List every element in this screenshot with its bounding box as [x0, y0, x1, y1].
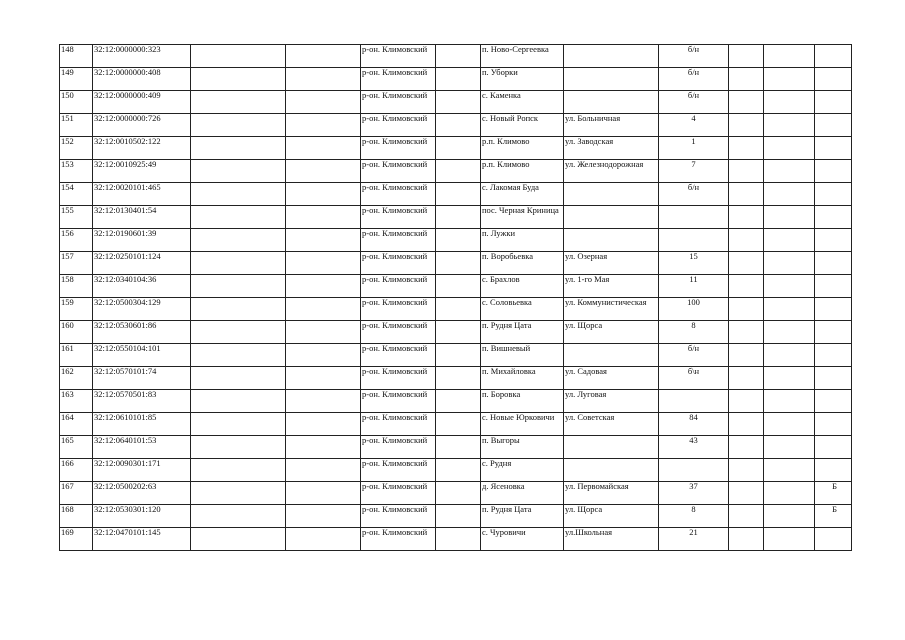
empty-cell [436, 344, 481, 367]
empty-cell [286, 114, 361, 137]
empty-cell [286, 91, 361, 114]
house-number-cell: 4 [659, 114, 729, 137]
street-cell [564, 436, 659, 459]
empty-cell [436, 436, 481, 459]
empty-cell [286, 413, 361, 436]
settlement-cell: с. Соловьевка [481, 298, 564, 321]
house-number-cell: 100 [659, 298, 729, 321]
cadastral-number-cell: 32:12:0250101:124 [93, 252, 191, 275]
house-number-cell: б/н [659, 91, 729, 114]
row-number-cell: 161 [60, 344, 93, 367]
house-number-cell [659, 206, 729, 229]
empty-cell [764, 321, 815, 344]
row-number-cell: 163 [60, 390, 93, 413]
house-number-cell: 11 [659, 275, 729, 298]
table-row [60, 91, 852, 114]
row-number-cell: 162 [60, 367, 93, 390]
table-row [60, 137, 852, 160]
mark-cell [815, 183, 852, 206]
row-number-cell: 157 [60, 252, 93, 275]
row-number-cell: 168 [60, 505, 93, 528]
empty-cell [764, 45, 815, 68]
street-cell: ул. Больничная [564, 114, 659, 137]
settlement-cell: п. Рудня Цата [481, 505, 564, 528]
table-row [60, 505, 852, 528]
empty-cell [729, 436, 764, 459]
house-number-cell: 7 [659, 160, 729, 183]
settlement-cell: пос. Черная Криница [481, 206, 564, 229]
cadastral-number-cell: 32:12:0130401:54 [93, 206, 191, 229]
district-cell: р-он. Климовский [361, 91, 436, 114]
row-number-cell: 158 [60, 275, 93, 298]
district-cell: р-он. Климовский [361, 321, 436, 344]
empty-cell [286, 229, 361, 252]
district-cell: р-он. Климовский [361, 528, 436, 551]
row-number-cell: 167 [60, 482, 93, 505]
empty-cell [436, 321, 481, 344]
cadastral-number-cell: 32:12:0340104:36 [93, 275, 191, 298]
empty-cell [436, 91, 481, 114]
empty-cell [729, 206, 764, 229]
district-cell: р-он. Климовский [361, 413, 436, 436]
house-number-cell: 37 [659, 482, 729, 505]
empty-cell [286, 321, 361, 344]
empty-cell [764, 252, 815, 275]
mark-cell [815, 91, 852, 114]
cadastral-number-cell: 32:12:0000000:408 [93, 68, 191, 91]
cadastral-number-cell: 32:12:0530301:120 [93, 505, 191, 528]
row-number-cell: 166 [60, 459, 93, 482]
empty-cell [436, 459, 481, 482]
cadastral-number-cell: 32:12:0020101:465 [93, 183, 191, 206]
settlement-cell: п. Ново-Сергеевка [481, 45, 564, 68]
empty-cell [729, 367, 764, 390]
settlement-cell: п. Рудня Цата [481, 321, 564, 344]
house-number-cell: 8 [659, 321, 729, 344]
empty-cell [286, 367, 361, 390]
district-cell: р-он. Климовский [361, 160, 436, 183]
mark-cell [815, 436, 852, 459]
row-number-cell: 164 [60, 413, 93, 436]
house-number-cell: б/н [659, 183, 729, 206]
street-cell [564, 206, 659, 229]
empty-cell [286, 436, 361, 459]
empty-cell [191, 390, 286, 413]
cadastral-number-cell: 32:12:0570101:74 [93, 367, 191, 390]
settlement-cell: п. Лужки [481, 229, 564, 252]
empty-cell [286, 505, 361, 528]
empty-cell [436, 206, 481, 229]
mark-cell [815, 459, 852, 482]
empty-cell [764, 505, 815, 528]
empty-cell [191, 505, 286, 528]
empty-cell [764, 114, 815, 137]
house-number-cell: 21 [659, 528, 729, 551]
street-cell [564, 91, 659, 114]
row-number-cell: 169 [60, 528, 93, 551]
empty-cell [286, 252, 361, 275]
empty-cell [191, 482, 286, 505]
street-cell: ул. Щорса [564, 505, 659, 528]
mark-cell [815, 367, 852, 390]
empty-cell [436, 114, 481, 137]
empty-cell [764, 459, 815, 482]
table-row [60, 275, 852, 298]
row-number-cell: 156 [60, 229, 93, 252]
property-register-table [59, 44, 852, 551]
district-cell: р-он. Климовский [361, 183, 436, 206]
mark-cell: Б [815, 505, 852, 528]
table-row [60, 114, 852, 137]
empty-cell [764, 160, 815, 183]
row-number-cell: 153 [60, 160, 93, 183]
empty-cell [436, 252, 481, 275]
settlement-cell: п. Вишневый [481, 344, 564, 367]
empty-cell [191, 413, 286, 436]
empty-cell [191, 459, 286, 482]
empty-cell [729, 183, 764, 206]
settlement-cell: с. Лакомая Буда [481, 183, 564, 206]
mark-cell [815, 321, 852, 344]
empty-cell [191, 137, 286, 160]
empty-cell [191, 298, 286, 321]
cadastral-number-cell: 32:12:0190601:39 [93, 229, 191, 252]
district-cell: р-он. Климовский [361, 390, 436, 413]
street-cell: ул. Заводская [564, 137, 659, 160]
empty-cell [729, 321, 764, 344]
cadastral-number-cell: 32:12:0000000:323 [93, 45, 191, 68]
empty-cell [729, 528, 764, 551]
mark-cell [815, 137, 852, 160]
empty-cell [286, 528, 361, 551]
district-cell: р-он. Климовский [361, 229, 436, 252]
empty-cell [764, 137, 815, 160]
empty-cell [764, 528, 815, 551]
empty-cell [286, 68, 361, 91]
settlement-cell: с. Рудня [481, 459, 564, 482]
empty-cell [191, 160, 286, 183]
empty-cell [191, 114, 286, 137]
empty-cell [436, 137, 481, 160]
empty-cell [191, 91, 286, 114]
empty-cell [764, 413, 815, 436]
street-cell: ул. Луговая [564, 390, 659, 413]
row-number-cell: 150 [60, 91, 93, 114]
district-cell: р-он. Климовский [361, 252, 436, 275]
empty-cell [764, 91, 815, 114]
empty-cell [286, 298, 361, 321]
house-number-cell [659, 390, 729, 413]
empty-cell [764, 344, 815, 367]
empty-cell [729, 505, 764, 528]
empty-cell [286, 482, 361, 505]
row-number-cell: 154 [60, 183, 93, 206]
street-cell [564, 344, 659, 367]
empty-cell [764, 482, 815, 505]
empty-cell [436, 528, 481, 551]
row-number-cell: 148 [60, 45, 93, 68]
house-number-cell: 43 [659, 436, 729, 459]
empty-cell [286, 206, 361, 229]
street-cell: ул. Железнодорожная [564, 160, 659, 183]
empty-cell [764, 229, 815, 252]
house-number-cell: 15 [659, 252, 729, 275]
district-cell: р-он. Климовский [361, 367, 436, 390]
empty-cell [729, 275, 764, 298]
empty-cell [191, 68, 286, 91]
district-cell: р-он. Климовский [361, 459, 436, 482]
district-cell: р-он. Климовский [361, 206, 436, 229]
empty-cell [729, 298, 764, 321]
house-number-cell: 1 [659, 137, 729, 160]
table-row [60, 344, 852, 367]
street-cell: ул. Садовая [564, 367, 659, 390]
district-cell: р-он. Климовский [361, 68, 436, 91]
mark-cell [815, 114, 852, 137]
settlement-cell: п. Воробьевка [481, 252, 564, 275]
empty-cell [729, 91, 764, 114]
district-cell: р-он. Климовский [361, 298, 436, 321]
table-row [60, 68, 852, 91]
empty-cell [764, 275, 815, 298]
mark-cell [815, 275, 852, 298]
street-cell: ул.Школьная [564, 528, 659, 551]
mark-cell [815, 528, 852, 551]
street-cell: ул. Первомайская [564, 482, 659, 505]
mark-cell [815, 45, 852, 68]
district-cell: р-он. Климовский [361, 505, 436, 528]
row-number-cell: 149 [60, 68, 93, 91]
house-number-cell: б/н [659, 68, 729, 91]
cadastral-number-cell: 32:12:0000000:726 [93, 114, 191, 137]
empty-cell [191, 321, 286, 344]
table-row [60, 413, 852, 436]
empty-cell [764, 436, 815, 459]
street-cell [564, 45, 659, 68]
cadastral-number-cell: 32:12:0470101:145 [93, 528, 191, 551]
cadastral-number-cell: 32:12:0500202:63 [93, 482, 191, 505]
empty-cell [729, 459, 764, 482]
street-cell: ул. Советская [564, 413, 659, 436]
settlement-cell: р.п. Климово [481, 160, 564, 183]
house-number-cell: б/н [659, 344, 729, 367]
empty-cell [191, 367, 286, 390]
empty-cell [436, 160, 481, 183]
row-number-cell: 152 [60, 137, 93, 160]
empty-cell [191, 229, 286, 252]
settlement-cell: с. Новый Ропск [481, 114, 564, 137]
street-cell: ул. Коммунистическая [564, 298, 659, 321]
row-number-cell: 155 [60, 206, 93, 229]
street-cell: ул. Щорса [564, 321, 659, 344]
empty-cell [436, 367, 481, 390]
empty-cell [286, 137, 361, 160]
empty-cell [729, 344, 764, 367]
cadastral-number-cell: 32:12:0010925:49 [93, 160, 191, 183]
settlement-cell: с. Чуровичи [481, 528, 564, 551]
empty-cell [436, 413, 481, 436]
mark-cell [815, 68, 852, 91]
table-row [60, 183, 852, 206]
empty-cell [729, 390, 764, 413]
settlement-cell: р.п. Климово [481, 137, 564, 160]
empty-cell [764, 183, 815, 206]
district-cell: р-он. Климовский [361, 275, 436, 298]
house-number-cell [659, 459, 729, 482]
empty-cell [286, 45, 361, 68]
empty-cell [286, 183, 361, 206]
district-cell: р-он. Климовский [361, 436, 436, 459]
empty-cell [436, 298, 481, 321]
table-row [60, 436, 852, 459]
house-number-cell: 84 [659, 413, 729, 436]
house-number-cell: б/н [659, 45, 729, 68]
empty-cell [191, 45, 286, 68]
district-cell: р-он. Климовский [361, 482, 436, 505]
empty-cell [764, 68, 815, 91]
empty-cell [436, 482, 481, 505]
row-number-cell: 165 [60, 436, 93, 459]
district-cell: р-он. Климовский [361, 137, 436, 160]
settlement-cell: п. Михайловка [481, 367, 564, 390]
row-number-cell: 151 [60, 114, 93, 137]
empty-cell [436, 390, 481, 413]
empty-cell [764, 367, 815, 390]
settlement-cell: п. Уборки [481, 68, 564, 91]
cadastral-number-cell: 32:12:0640101:53 [93, 436, 191, 459]
street-cell [564, 183, 659, 206]
table-row [60, 390, 852, 413]
district-cell: р-он. Климовский [361, 114, 436, 137]
cadastral-number-cell: 32:12:0610101:85 [93, 413, 191, 436]
empty-cell [729, 252, 764, 275]
empty-cell [729, 413, 764, 436]
row-number-cell: 160 [60, 321, 93, 344]
settlement-cell: д. Ясеновка [481, 482, 564, 505]
mark-cell [815, 413, 852, 436]
row-number-cell: 159 [60, 298, 93, 321]
settlement-cell: с. Новые Юрковичи [481, 413, 564, 436]
street-cell: ул. 1-го Мая [564, 275, 659, 298]
empty-cell [729, 45, 764, 68]
table-row [60, 206, 852, 229]
cadastral-number-cell: 32:12:0550104:101 [93, 344, 191, 367]
cadastral-number-cell: 32:12:0000000:409 [93, 91, 191, 114]
table-row [60, 229, 852, 252]
mark-cell [815, 160, 852, 183]
table-row [60, 45, 852, 68]
empty-cell [286, 275, 361, 298]
empty-cell [729, 160, 764, 183]
empty-cell [286, 390, 361, 413]
table-row [60, 321, 852, 344]
empty-cell [191, 344, 286, 367]
mark-cell [815, 298, 852, 321]
house-number-cell [659, 229, 729, 252]
empty-cell [764, 298, 815, 321]
empty-cell [286, 160, 361, 183]
empty-cell [436, 183, 481, 206]
empty-cell [436, 45, 481, 68]
house-number-cell: 8 [659, 505, 729, 528]
settlement-cell: с. Каменка [481, 91, 564, 114]
cadastral-number-cell: 32:12:0010502:122 [93, 137, 191, 160]
settlement-cell: с. Брахлов [481, 275, 564, 298]
cadastral-number-cell: 32:12:0570501:83 [93, 390, 191, 413]
empty-cell [729, 68, 764, 91]
empty-cell [191, 275, 286, 298]
settlement-cell: п. Боровка [481, 390, 564, 413]
empty-cell [764, 206, 815, 229]
empty-cell [729, 137, 764, 160]
empty-cell [191, 528, 286, 551]
table-row [60, 298, 852, 321]
empty-cell [436, 505, 481, 528]
district-cell: р-он. Климовский [361, 344, 436, 367]
house-number-cell: б\н [659, 367, 729, 390]
empty-cell [764, 390, 815, 413]
district-cell: р-он. Климовский [361, 45, 436, 68]
table-row [60, 160, 852, 183]
cadastral-number-cell: 32:12:0500304:129 [93, 298, 191, 321]
settlement-cell: п. Выгоры [481, 436, 564, 459]
table-row [60, 459, 852, 482]
empty-cell [729, 229, 764, 252]
mark-cell [815, 206, 852, 229]
cadastral-number-cell: 32:12:0090301:171 [93, 459, 191, 482]
street-cell [564, 229, 659, 252]
table-row [60, 252, 852, 275]
mark-cell [815, 344, 852, 367]
table-row [60, 528, 852, 551]
empty-cell [191, 183, 286, 206]
mark-cell [815, 252, 852, 275]
mark-cell [815, 229, 852, 252]
table-row [60, 482, 852, 505]
street-cell [564, 68, 659, 91]
street-cell [564, 459, 659, 482]
empty-cell [436, 68, 481, 91]
empty-cell [729, 114, 764, 137]
empty-cell [191, 436, 286, 459]
mark-cell: Б [815, 482, 852, 505]
empty-cell [436, 275, 481, 298]
empty-cell [729, 482, 764, 505]
mark-cell [815, 390, 852, 413]
table-row [60, 367, 852, 390]
empty-cell [436, 229, 481, 252]
empty-cell [286, 459, 361, 482]
street-cell: ул. Озерная [564, 252, 659, 275]
empty-cell [191, 252, 286, 275]
empty-cell [286, 344, 361, 367]
empty-cell [191, 206, 286, 229]
cadastral-number-cell: 32:12:0530601:86 [93, 321, 191, 344]
